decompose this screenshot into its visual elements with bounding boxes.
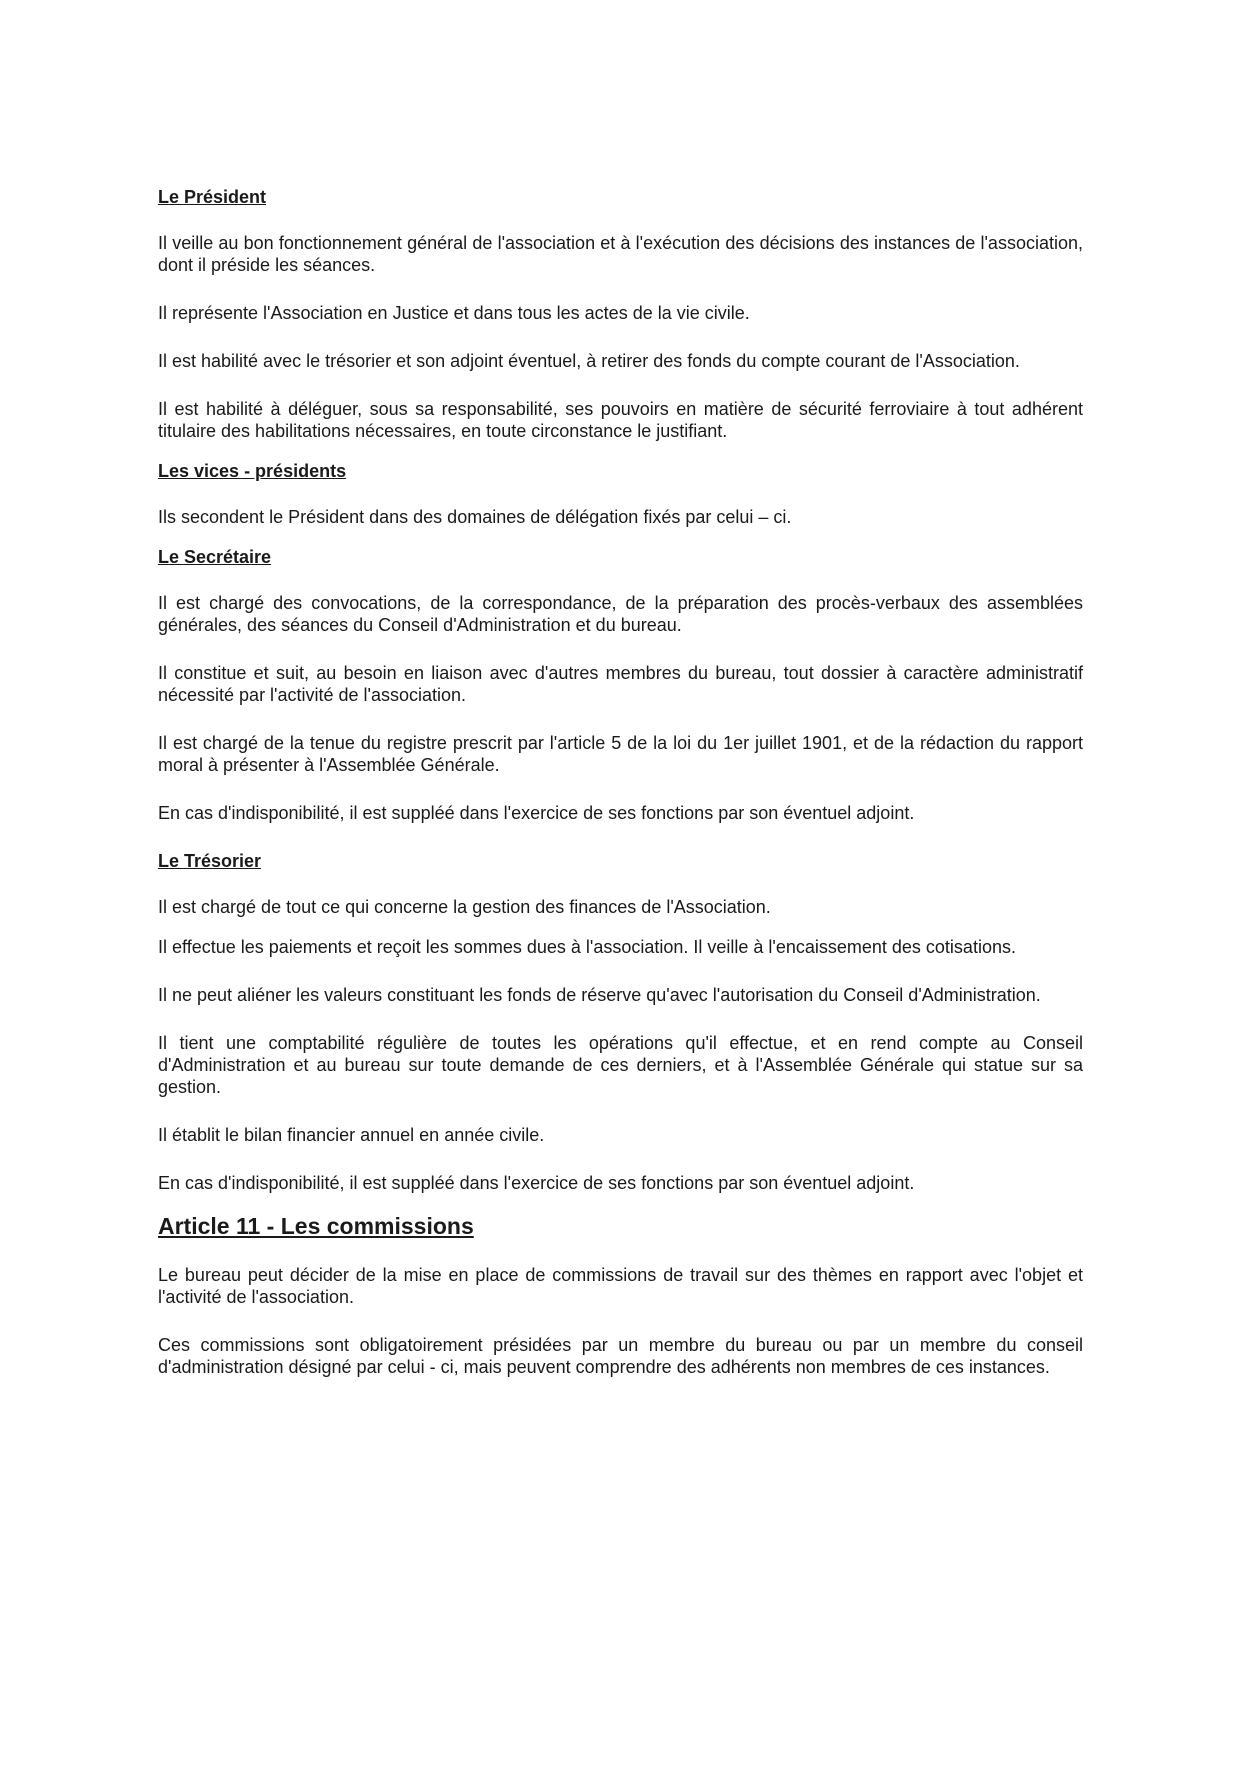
section-heading-secretary: Le Secrétaire (158, 547, 272, 567)
paragraph: Il tient une comptabilité régulière de toutes les opérations qu'il effectue, et en rend compte au Conseil d'Administration et au bureau sur toute demande de ces derniers, et à l'Assemblée Générale qui statue sur sa gestion. (158, 1033, 1083, 1097)
paragraph: Il est habilité avec le trésorier et son adjoint éventuel, à retirer des fonds du compte courant de l'Association. (158, 351, 1020, 371)
section-heading-president: Le Président (158, 187, 267, 207)
paragraph: Il est habilité à déléguer, sous sa responsabilité, ses pouvoirs en matière de sécurité ferroviaire à tout adhérent titulaire des habilitations nécessaires, en toute circonstance le justifiant. (158, 399, 1083, 441)
paragraph: Il ne peut aliéner les valeurs constituant les fonds de réserve qu'avec l'autorisation du Conseil d'Administration. (158, 985, 1041, 1005)
paragraph: Il représente l'Association en Justice et dans tous les actes de la vie civile. (158, 303, 750, 323)
paragraph: En cas d'indisponibilité, il est suppléé dans l'exercice de ses fonctions par son éventuel adjoint. (158, 803, 915, 823)
paragraph: Ces commissions sont obligatoirement présidées par un membre du bureau ou par un membre du conseil d'administration désigné par celui - ci, mais peuvent comprendre des adhérents non membres de ces instances. (158, 1335, 1083, 1377)
paragraph: Ils secondent le Président dans des domaines de délégation fixés par celui – ci. (158, 507, 792, 527)
article-heading: Article 11 - Les commissions (158, 1213, 474, 1239)
section-heading-treasurer: Le Trésorier (158, 851, 262, 871)
paragraph: Il constitue et suit, au besoin en liaison avec d'autres membres du bureau, tout dossier à caractère administratif nécessité par l'activité de l'association. (158, 663, 1083, 705)
paragraph: Il est chargé des convocations, de la correspondance, de la préparation des procès-verbaux des assemblées générales, des séances du Conseil d'Administration et du bureau. (158, 593, 1083, 635)
document-body (158, 186, 1083, 1378)
paragraph: Il établit le bilan financier annuel en année civile. (158, 1125, 545, 1145)
paragraph: Il est chargé de tout ce qui concerne la gestion des finances de l'Association. (158, 897, 771, 917)
paragraph: Il est chargé de la tenue du registre prescrit par l'article 5 de la loi du 1er juillet 1901, et de la rédaction du rapport moral à présenter à l'Assemblée Générale. (158, 733, 1083, 775)
paragraph: Il effectue les paiements et reçoit les sommes dues à l'association. Il veille à l'encaissement des cotisations. (158, 937, 1016, 957)
paragraph: Le bureau peut décider de la mise en place de commissions de travail sur des thèmes en rapport avec l'objet et l'activité de l'association. (158, 1265, 1083, 1307)
paragraph: En cas d'indisponibilité, il est suppléé dans l'exercice de ses fonctions par son éventuel adjoint. (158, 1173, 915, 1193)
paragraph: Il veille au bon fonctionnement général de l'association et à l'exécution des décisions des instances de l'association, dont il préside les séances. (158, 233, 1083, 275)
section-heading-vice-presidents: Les vices - présidents (158, 461, 347, 481)
